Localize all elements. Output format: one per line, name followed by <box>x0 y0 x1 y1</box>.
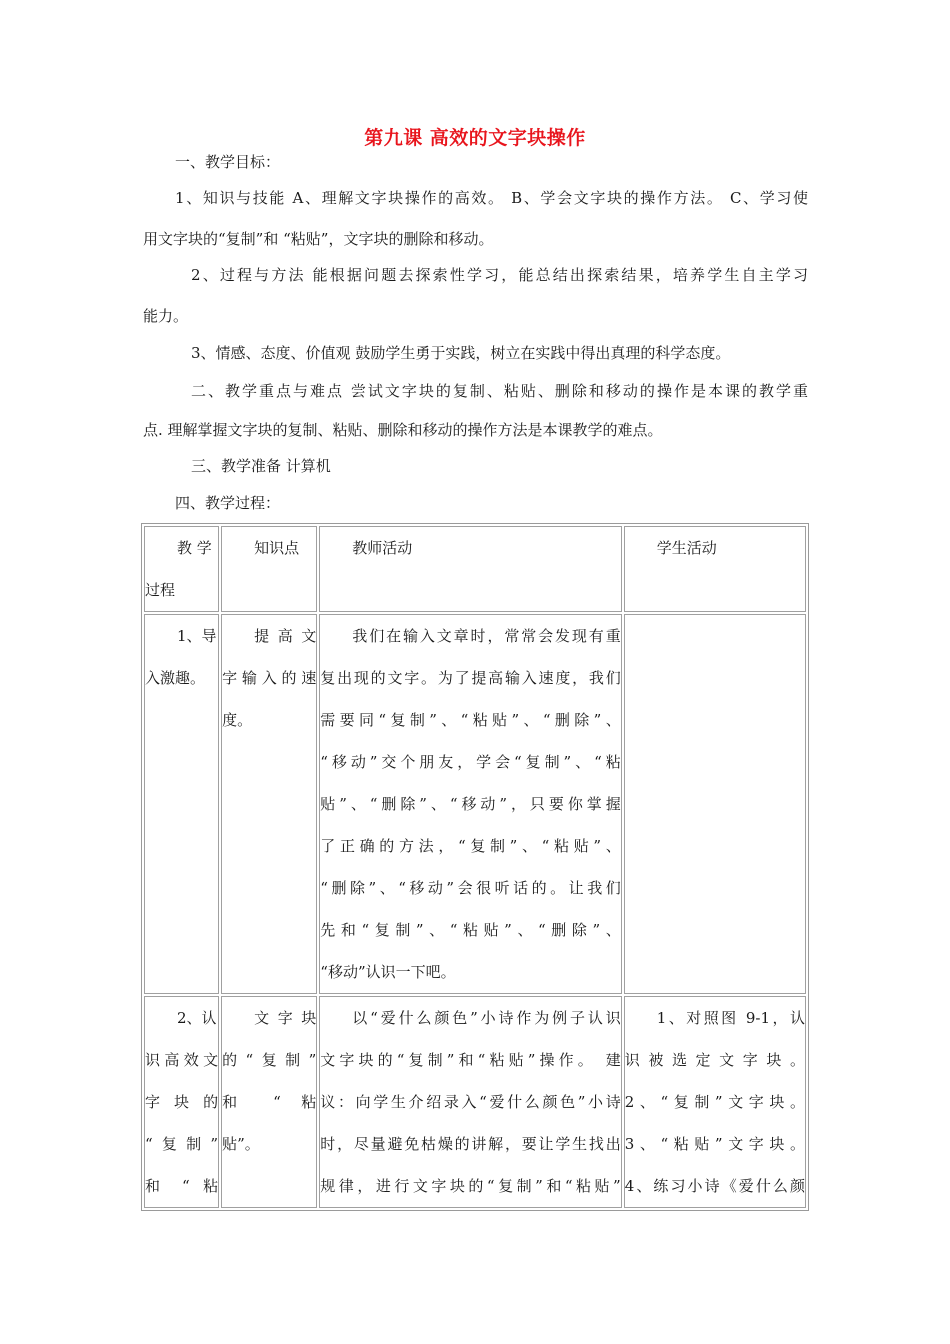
process-table <box>141 523 809 1211</box>
header-knowledge: 知识点 <box>221 526 317 612</box>
goal-1-line1: 1、知识与技能 A、理解文字块操作的高效。 B、学会文字块的操作方法。 C、学习使 <box>175 189 808 207</box>
row1-teacher: 我们在输入文章时，常常会发现有重 复出现的文字。为了提高输入速度，我们 需要同“复制”、“粘贴”、“删除”、 “移动”交个朋友，学会“复制”、“粘 贴”、“删除”、“移动”，只要你掌握 了正确的方法，“复制”、“粘贴”、 “删除”、“移动”会很听话的。让我们 先和“复制”、“粘贴”、“删除”、 “移动”认识一下吧。 <box>319 614 621 994</box>
row2-knowledge: 文 字 块 的“复制” 和 “ 粘 贴”。 <box>221 996 317 1208</box>
row2-student: 1、对照图 9-1，认 识 被 选 定 文 字 块 。 2、“复制”文字块。 3、“粘贴”文字块。 4、练习小诗《爱什么颜 <box>624 996 806 1208</box>
row1-knowledge: 提 高 文 字 输 入 的 速 度。 <box>221 614 317 994</box>
table-row <box>144 996 806 1208</box>
row2-stage: 2、认 识高效文 字 块 的 “复制” 和 “ 粘 <box>144 996 219 1208</box>
page-title: 第九课 高效的文字块操作 <box>364 127 586 149</box>
goal-heading: 一、教学目标： <box>175 153 281 171</box>
header-stage-line1: 教 学 <box>177 539 212 557</box>
goal-1-line2: 用文字块的“复制”和 “粘贴”，文字块的删除和移动。 <box>143 230 494 248</box>
header-teacher: 教师活动 <box>319 526 621 612</box>
header-stage <box>144 526 219 612</box>
header-stage-line2: 过程 <box>145 581 176 599</box>
prep-line: 三、教学准备 计算机 <box>191 457 331 475</box>
process-heading: 四、教学过程： <box>175 494 281 512</box>
table-row <box>144 614 806 994</box>
key-line2: 点. 理解掌握文字块的复制、粘贴、删除和移动的操作方法是本课教学的难点。 <box>143 421 663 439</box>
goal-2-line2: 能力。 <box>143 307 189 325</box>
row2-teacher: 以“爱什么颜色”小诗作为例子认识 文字块的“复制”和“粘贴”操作。 建 议：向学生介绍录入“爱什么颜色”小诗 时，尽量避免枯燥的讲解，要让学生找出 规律，进行文字块的“复制”和“粘贴” <box>319 996 621 1208</box>
header-student: 学生活动 <box>624 526 806 612</box>
row1-stage: 1、导 入激趣。 <box>144 614 219 994</box>
row1-student <box>624 614 806 994</box>
table-header-row <box>144 526 806 612</box>
goal-2-line1: 2、过程与方法 能根据问题去探索性学习，能总结出探索结果，培养学生自主学习 <box>191 266 808 284</box>
goal-3: 3、情感、态度、价值观 鼓励学生勇于实践，树立在实践中得出真理的科学态度。 <box>191 344 731 362</box>
key-line1: 二、教学重点与难点 尝试文字块的复制、粘贴、删除和移动的操作是本课的教学重 <box>191 382 808 400</box>
